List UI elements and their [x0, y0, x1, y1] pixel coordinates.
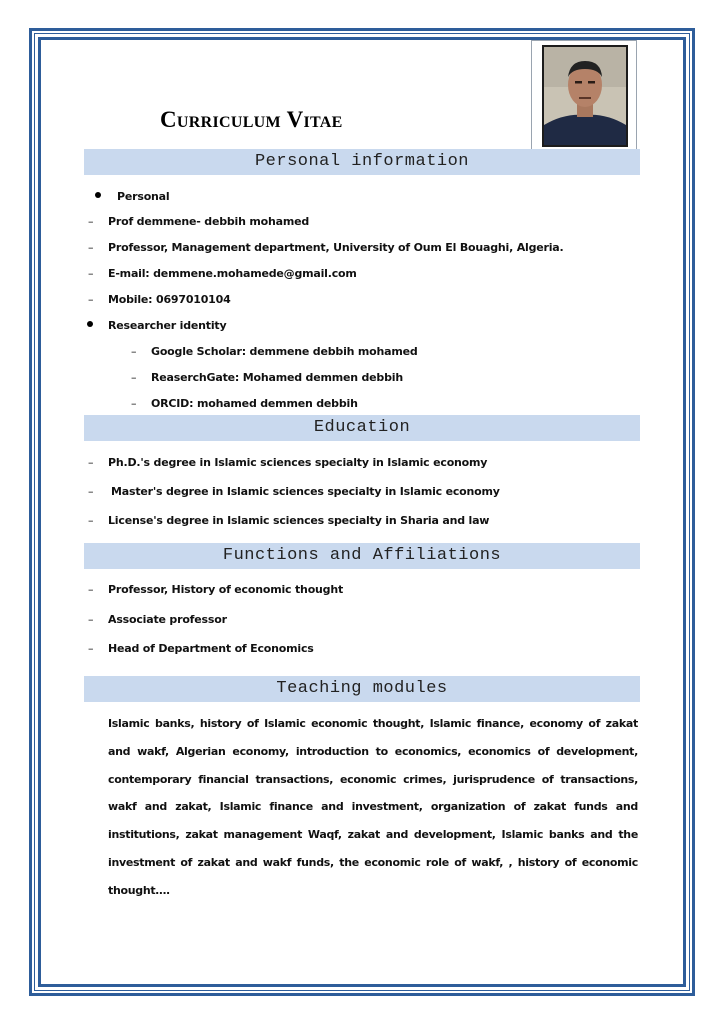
dash-marker: –: [88, 293, 94, 306]
dash-marker: –: [88, 241, 94, 254]
profile-photo: [531, 40, 637, 150]
function-item: Professor, History of economic thought: [108, 583, 344, 596]
education-item: License's degree in Islamic sciences specialty in Sharia and law: [108, 514, 490, 527]
researchgate: ReaserchGate: Mohamed demmen debbih: [151, 371, 403, 384]
personal-heading: Personal: [117, 190, 170, 203]
section-header-functions: Functions and Affiliations: [84, 543, 640, 569]
google-scholar: Google Scholar: demmene debbih mohamed: [151, 345, 418, 358]
researcher-heading: Researcher identity: [108, 319, 227, 332]
dash-marker: –: [88, 514, 94, 527]
teaching-modules-text: Islamic banks, history of Islamic economic thought, Islamic finance, economy of zakat and wakf, Algerian economy, introduction to economics, economics of development, contemporary financial transactions, economic crimes, jurisprudence of transactions, wakf and zakat, Islamic finance and investment, organization of zakat funds and institutions, zakat management Waqf, zakat and development, Islamic banks and the investment of zakat and wakf funds, the economic role of wakf, , history of economic thought….: [108, 717, 638, 897]
personal-position: Professor, Management department, University of Oum El Bouaghi, Algeria.: [108, 241, 564, 254]
section-header-teaching: Teaching modules: [84, 676, 640, 702]
personal-name: Prof demmene- debbih mohamed: [108, 215, 310, 228]
education-item: Master's degree in Islamic sciences specialty in Islamic economy: [111, 485, 500, 498]
education-item: Ph.D.'s degree in Islamic sciences specialty in Islamic economy: [108, 456, 488, 469]
dash-marker: –: [88, 642, 94, 655]
bullet-dot: [95, 192, 101, 198]
dash-marker: –: [88, 583, 94, 596]
personal-mobile: Mobile: 0697010104: [108, 293, 231, 306]
dash-marker: –: [131, 345, 137, 358]
dash-marker: –: [88, 456, 94, 469]
dash-marker: –: [88, 267, 94, 280]
function-item: Associate professor: [108, 613, 227, 626]
dash-marker: –: [131, 397, 137, 410]
bullet-dot: [87, 321, 93, 327]
section-header-education: Education: [84, 415, 640, 441]
function-item: Head of Department of Economics: [108, 642, 314, 655]
orcid: ORCID: mohamed demmen debbih: [151, 397, 358, 410]
personal-email: E-mail: demmene.mohamede@gmail.com: [108, 267, 357, 280]
section-header-personal: Personal information: [84, 149, 640, 175]
dash-marker: –: [88, 215, 94, 228]
dash-marker: –: [88, 485, 94, 498]
page-title: Curriculum Vitae: [160, 107, 343, 132]
dash-marker: –: [131, 371, 137, 384]
dash-marker: –: [88, 613, 94, 626]
